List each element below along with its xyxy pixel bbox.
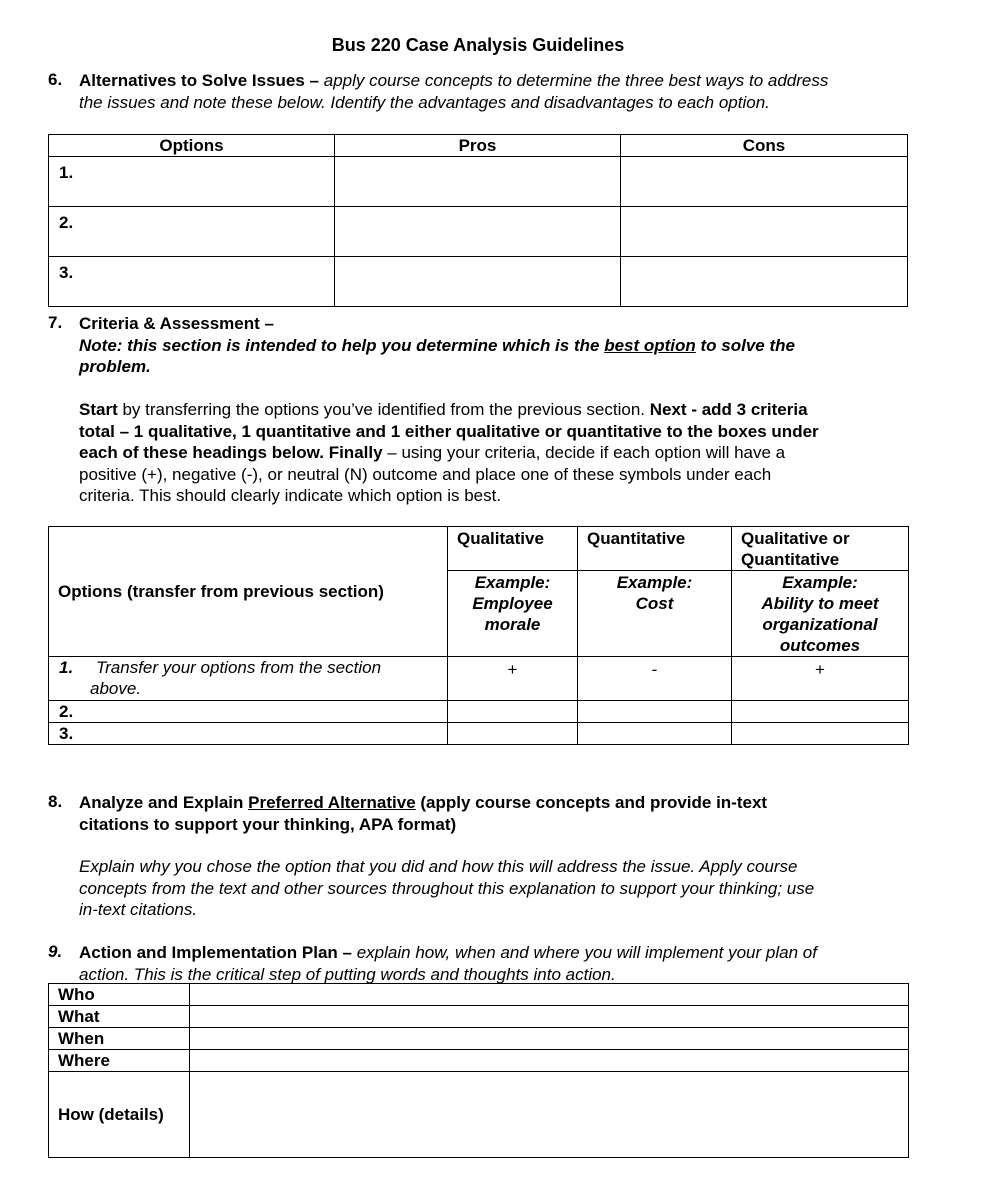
- section-6-dash: –: [304, 71, 324, 90]
- example-text: organizational: [762, 615, 878, 634]
- who-cell[interactable]: [190, 984, 909, 1006]
- qual-or-quant-line-2: Quantitative: [741, 550, 840, 569]
- section-6-number: 6.: [48, 70, 63, 89]
- what-label: What: [49, 1006, 190, 1028]
- criteria-row-1-quantitative[interactable]: -: [578, 657, 732, 701]
- example-text: Cost: [635, 594, 674, 613]
- quantitative-header: Quantitative: [578, 527, 732, 571]
- row-1-text-1: Transfer your options from the section: [96, 658, 382, 677]
- section-7-instructions: [79, 399, 819, 507]
- qual-or-quant-header: [732, 527, 909, 571]
- criteria-row-3-qual-or-quant[interactable]: [732, 723, 909, 745]
- next-text-3: each of these headings below. Finally: [79, 443, 383, 462]
- criteria-row-1-option[interactable]: [49, 657, 448, 701]
- section-9-number: 9.: [48, 942, 63, 961]
- example-label: Example:: [474, 573, 551, 592]
- section-9-text-1: explain how, when and where you will implement your plan of: [356, 943, 817, 962]
- section-9-dash: –: [337, 943, 357, 962]
- start-label: Start: [79, 400, 118, 419]
- section-8-body-2: concepts from the text and other sources throughout this explanation to support your thinking; use: [79, 878, 815, 898]
- pros-cell-1[interactable]: [335, 157, 621, 207]
- section-9-text-2: action. This is the critical step of putting words and thoughts into action.: [79, 964, 616, 984]
- option-cell-3[interactable]: 3.: [49, 257, 335, 307]
- when-label: When: [49, 1028, 190, 1050]
- section-8-heading: [79, 792, 767, 835]
- section-8-heading-2: citations to support your thinking, APA format): [79, 814, 457, 834]
- section-7-number: 7.: [48, 313, 63, 332]
- how-cell[interactable]: [190, 1072, 909, 1158]
- options-transfer-header: Options (transfer from previous section): [49, 527, 448, 657]
- options-header: Options: [49, 135, 335, 157]
- preferred-alternative-text: Preferred Alternative: [248, 793, 416, 812]
- start-text: by transferring the options you’ve identified from the previous section.: [117, 400, 650, 419]
- row-1-text-2: above.: [90, 679, 142, 698]
- criteria-row-2-quantitative[interactable]: [578, 701, 732, 723]
- best-option-text: best option: [604, 335, 696, 355]
- next-text-2: total – 1 qualitative, 1 quantitative and 1 either qualitative or quantitative to the boxes under: [79, 421, 819, 441]
- section-8-heading-b: (apply course concepts and provide in-text: [415, 793, 768, 812]
- section-6-intro: [79, 70, 828, 113]
- criteria-row-2-option[interactable]: 2.: [49, 701, 448, 723]
- section-8-body: [79, 856, 814, 921]
- where-cell[interactable]: [190, 1050, 909, 1072]
- section-6-heading: Alternatives to Solve Issues: [79, 71, 305, 90]
- next-label: Next - add 3 criteria: [649, 400, 808, 419]
- pros-header: Pros: [335, 135, 621, 157]
- row-number: 1.: [59, 658, 74, 677]
- cons-cell-1[interactable]: [621, 157, 908, 207]
- qualitative-header: Qualitative: [448, 527, 578, 571]
- criteria-row-1-qual-or-quant[interactable]: +: [732, 657, 909, 701]
- criteria-row-2-qual-or-quant[interactable]: [732, 701, 909, 723]
- criteria-row-3-option[interactable]: 3.: [49, 723, 448, 745]
- section-8-number: 8.: [48, 792, 63, 811]
- finally-text-1: – using your criteria, decide if each option will have a: [382, 443, 786, 462]
- action-plan-table: [48, 983, 909, 1158]
- example-text: Employee: [472, 594, 553, 613]
- criteria-row-2-qualitative[interactable]: [448, 701, 578, 723]
- when-cell[interactable]: [190, 1028, 909, 1050]
- section-9-intro: [79, 942, 817, 985]
- finally-text-3: criteria. This should clearly indicate which option is best.: [79, 486, 502, 505]
- section-8-body-3: in-text citations.: [79, 900, 198, 919]
- criteria-row-3-quantitative[interactable]: [578, 723, 732, 745]
- cons-header: Cons: [621, 135, 908, 157]
- example-qual-or-quant: [732, 571, 909, 657]
- option-cell-2[interactable]: 2.: [49, 207, 335, 257]
- section-8-body-1: Explain why you chose the option that you did and how this will address the issue. Apply course: [79, 857, 798, 876]
- section-7-heading: Criteria & Assessment –: [79, 314, 274, 333]
- where-label: Where: [49, 1050, 190, 1072]
- example-text: Ability to meet: [761, 594, 879, 613]
- section-6-text-2: the issues and note these below. Identify the advantages and disadvantages to each option.: [79, 92, 770, 112]
- section-6-text-1: apply course concepts to determine the three best ways to address: [323, 71, 829, 90]
- example-text: outcomes: [779, 636, 861, 655]
- criteria-table: [48, 526, 909, 745]
- pros-cell-2[interactable]: [335, 207, 621, 257]
- cons-cell-3[interactable]: [621, 257, 908, 307]
- page-title: Bus 220 Case Analysis Guidelines: [331, 35, 625, 55]
- cons-cell-2[interactable]: [621, 207, 908, 257]
- section-8-heading-a: Analyze and Explain: [79, 793, 249, 812]
- alternatives-table: [48, 134, 908, 307]
- who-label: Who: [49, 984, 190, 1006]
- qual-or-quant-line-1: Qualitative or: [741, 529, 850, 548]
- pros-cell-3[interactable]: [335, 257, 621, 307]
- example-quantitative: [578, 571, 732, 657]
- what-cell[interactable]: [190, 1006, 909, 1028]
- finally-text-2: positive (+), negative (-), or neutral (N) outcome and place one of these symbols under each: [79, 464, 772, 484]
- example-qualitative: [448, 571, 578, 657]
- example-text: morale: [484, 615, 541, 634]
- example-label: Example:: [782, 573, 858, 592]
- option-cell-1[interactable]: 1.: [49, 157, 335, 207]
- section-7-note-b: to solve the: [695, 335, 795, 355]
- section-7-note-a: Note: this section is intended to help you determine which is the: [79, 335, 605, 355]
- section-9-heading: Action and Implementation Plan: [79, 943, 338, 962]
- criteria-row-1-qualitative[interactable]: +: [448, 657, 578, 701]
- section-7-intro: [79, 313, 795, 378]
- how-label: How (details): [49, 1072, 190, 1158]
- criteria-row-3-qualitative[interactable]: [448, 723, 578, 745]
- example-label: Example:: [616, 573, 693, 592]
- section-7-note-2: problem.: [79, 357, 151, 376]
